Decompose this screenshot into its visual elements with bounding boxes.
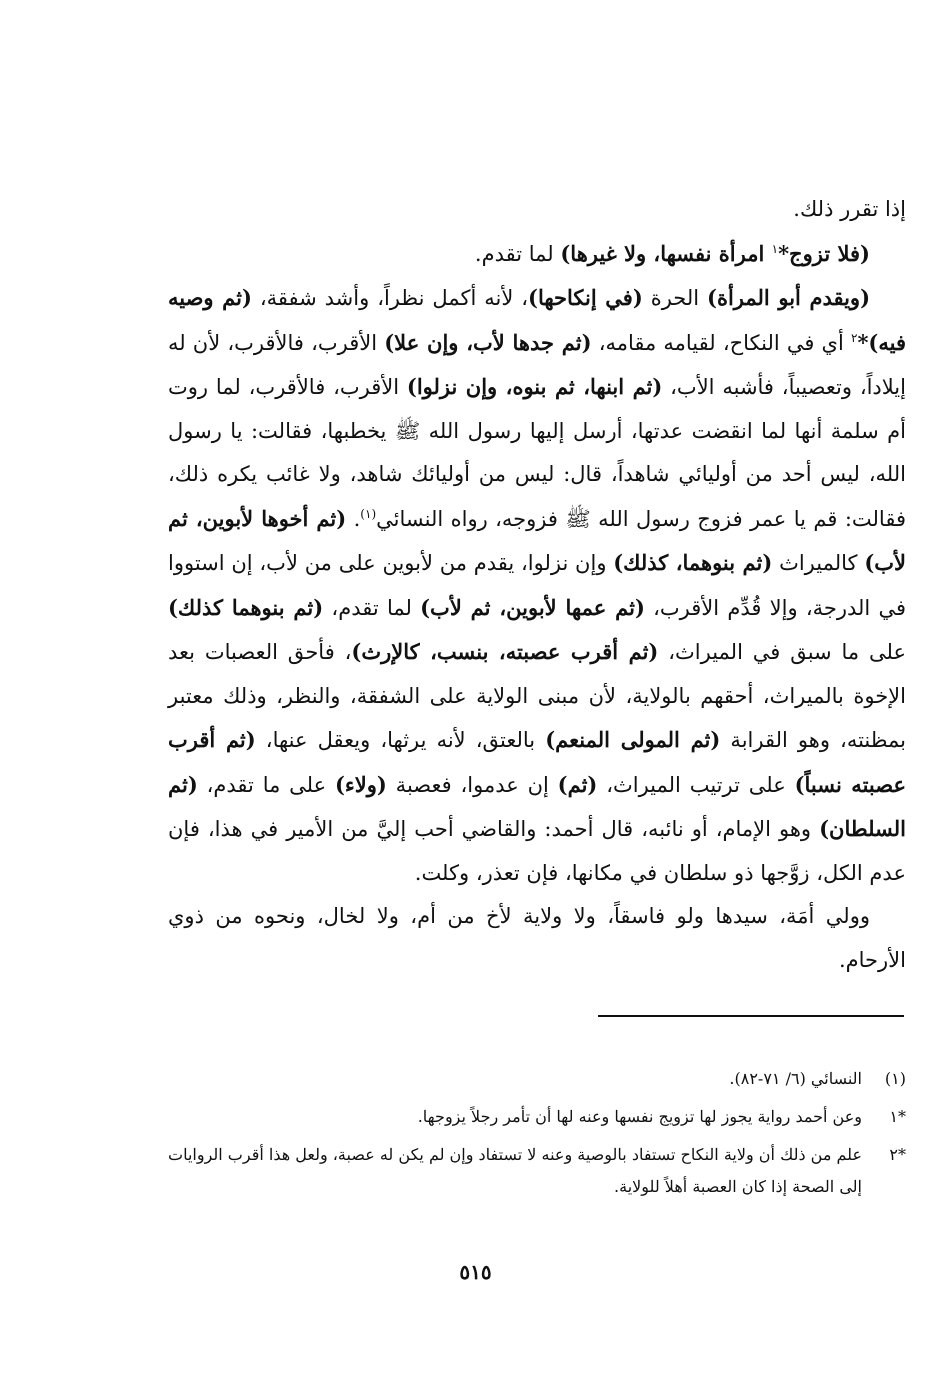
matn-text: (ثم أقرب عصبته، بنسب، كالإرث) — [351, 639, 659, 664]
commentary-text: الأقرب، فالأقرب، لأن له إيلاداً، وتعصيباً، فأشبه الأب، — [168, 330, 906, 399]
matn-text: (في إنكاحها) — [528, 285, 643, 310]
footnote — [168, 1063, 906, 1095]
matn-text: (ثم المولى المنعم) — [545, 727, 721, 752]
footnote-separator — [598, 1015, 904, 1017]
commentary-text: ، لأنه أكمل نظراً، وأشد شفقة، — [251, 286, 529, 310]
paragraph — [168, 276, 906, 895]
reference-marker: (١) — [360, 506, 377, 521]
matn-text: (ثم بنوهما، كذلك) — [613, 550, 773, 575]
footnote-text: النسائي (٦/ ٧١-٨٢). — [729, 1069, 862, 1088]
footnote-mark: (١) — [884, 1069, 906, 1088]
paragraph — [168, 232, 906, 277]
commentary-text: وإن نزلوا، يقدم من لأبوين على من لأب، إن استووا في الدرجة، وإلا قُدِّم الأقرب، — [168, 551, 907, 620]
matn-text: (ثم وصيه فيه)* — [168, 285, 906, 355]
matn-text: (ثم جدها لأب، وإن علا) — [384, 329, 592, 355]
matn-text: (ثم أخوها لأبوين، ثم لأب) — [168, 505, 906, 575]
commentary-text: إذا تقرر ذلك. — [793, 197, 906, 221]
paragraph — [168, 895, 906, 982]
footnote-text: وعن أحمد رواية يجوز لها تزويج نفسها وعنه لها أن تأمر رجلاً يزوجها. — [417, 1107, 862, 1126]
matn-text: امرأة نفسها، ولا غيرها) — [560, 240, 772, 266]
footnote-mark: *١ — [889, 1107, 906, 1126]
commentary-text: وهو الإمام، أو نائبه، قال أحمد: والقاضي أحب إليَّ من الأمير في هذا، فإن عدم الكل، زوَّجها ذو سلطان في مكانها، فإن تعذر، وكلت. — [168, 817, 906, 885]
main-text — [168, 188, 906, 982]
commentary-text: بالعتق، لأنه يرثها، ويعقل عنها، — [255, 728, 546, 752]
commentary-text: على ترتيب الميراث، — [597, 772, 795, 797]
commentary-text: الحرة — [642, 286, 708, 310]
commentary-text: لما تقدم، — [323, 595, 421, 620]
matn-text: (فلا تزوج* — [778, 240, 870, 266]
commentary-text: أي في النكاح، لقيامه مقامه، — [591, 330, 851, 355]
footnote-mark: *٢ — [889, 1145, 906, 1164]
commentary-text: إن عدموا، فعصبة — [386, 772, 558, 797]
commentary-text: على ما سبق في الميراث، — [658, 640, 906, 664]
matn-text: (ثم بنوهما كذلك) — [168, 594, 324, 620]
commentary-text: . — [346, 506, 361, 531]
matn-text: (ثم السلطان) — [168, 771, 906, 841]
footnotes — [168, 1063, 906, 1209]
footnote-text: علم من ذلك أن ولاية النكاح تستفاد بالوصية وعنه لا تستفاد وإن لم يكن له عصبة، ولعل هذا أقرب الروايات إلى الصحة إذا كان العصبة أهلاً للولاية. — [168, 1145, 862, 1196]
matn-text: (ثم ابنها، ثم بنوه، وإن نزلوا) — [406, 374, 663, 399]
commentary-text: على ما تقدم، — [197, 772, 335, 797]
matn-text: (ولاء) — [334, 771, 387, 797]
paragraph — [168, 188, 906, 232]
reference-marker: ١ — [771, 241, 779, 256]
commentary-text: كالميراث — [772, 551, 865, 575]
commentary-text: وولي أمَة، سيدها ولو فاسقاً، ولا ولاية لأخ من أم، ولا لخال، ونحوه من ذوي الأرحام. — [168, 904, 906, 972]
matn-text: (ويقدم أبو المرأة) — [707, 285, 871, 310]
footnote — [168, 1101, 906, 1133]
matn-text: (ثم أقرب عصبته نسباً) — [168, 727, 906, 797]
matn-text: (ثم عمها لأبوين، ثم لأب) — [420, 594, 645, 620]
commentary-text: لما تقدم. — [474, 241, 561, 266]
reference-marker: ٢ — [850, 330, 858, 345]
page-number: ٥١٥ — [459, 1260, 492, 1284]
matn-text: (ثم) — [557, 771, 598, 797]
footnote — [168, 1139, 906, 1203]
commentary-text: الأقرب، فالأقرب، لما روت أم سلمة أنها لما انقضت عدتها، أرسل إليها رسول الله ﷺ يخطبها، فقالت: يا رسول الله، ليس أحد من أوليائي شاهداً، قال: ليس من أوليائك شاهد، ولا غائب يكره ذلك، فقالت: قم يا عمر فزوج رسول الله ﷺ فزوجه، رواه النسائي — [168, 375, 906, 531]
commentary-text: ، فأحق العصبات بعد الإخوة بالميراث، أحقهم بالولاية، لأن مبنى الولاية على الشفقة، والنظر، وذلك معتبر بمظنته، وهو القرابة — [168, 640, 906, 752]
